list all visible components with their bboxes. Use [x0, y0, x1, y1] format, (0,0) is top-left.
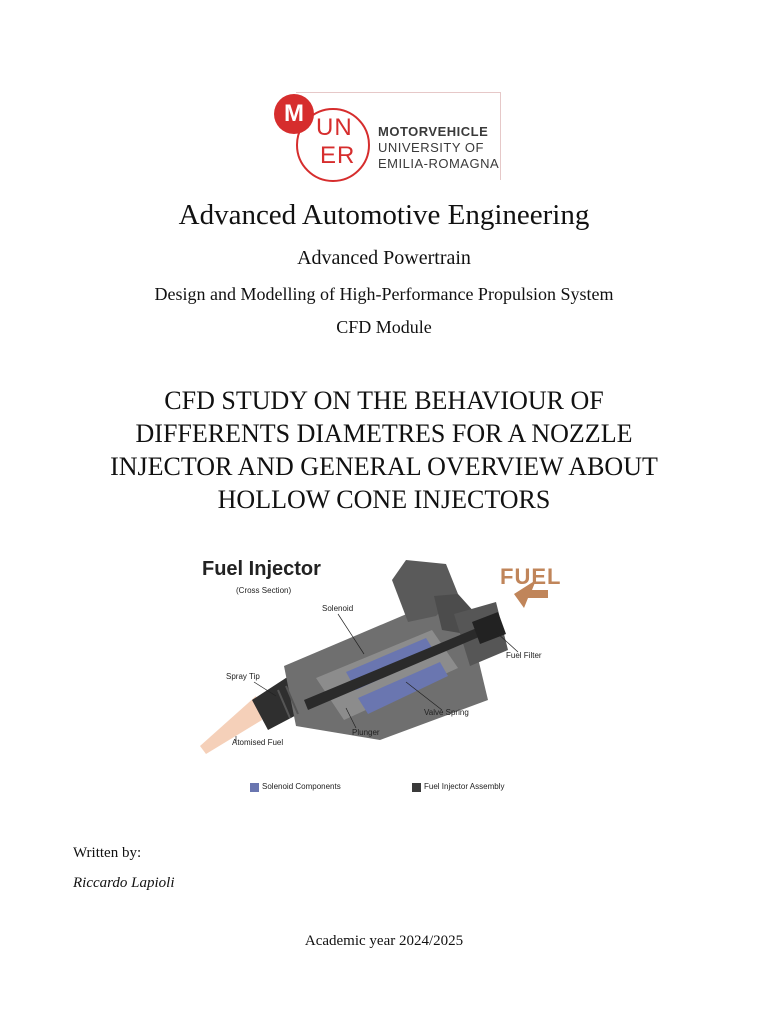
written-by-label: Written by:: [73, 845, 142, 861]
callout-valve-spring: Valve Spring: [424, 708, 469, 717]
course-title: Advanced Automotive Engineering: [178, 199, 590, 231]
logo-frame-top: [296, 92, 501, 93]
logo-ring-bottom-text: ER: [320, 142, 356, 169]
thesis-title: [60, 384, 708, 516]
callout-plunger: Plunger: [352, 728, 380, 737]
callout-fuel-filter: Fuel Filter: [506, 651, 542, 660]
callout-spray-tip: Spray Tip: [226, 672, 260, 681]
module-line: Design and Modelling of High-Performance Propulsion System: [154, 284, 614, 304]
thesis-title-line-4: HOLLOW CONE INJECTORS: [217, 485, 551, 514]
legend-swatch-assembly: [412, 783, 421, 792]
author-name: Riccardo Lapioli: [73, 875, 175, 891]
figure-title: Fuel Injector: [202, 558, 321, 580]
academic-year: Academic year 2024/2025: [304, 933, 464, 949]
logo-line-1: MOTORVEHICLE: [378, 124, 489, 139]
thesis-title-line-1: CFD STUDY ON THE BEHAVIOUR OF: [164, 386, 604, 415]
logo-frame-right: [500, 92, 501, 180]
logo-line-3: EMILIA-ROMAGNA: [378, 156, 500, 171]
logo-badge: M: [274, 94, 314, 134]
legend-swatch-solenoid: [250, 783, 259, 792]
thesis-title-line-2: DIFFERENTS DIAMETRES FOR A NOZZLE: [135, 419, 633, 448]
course-subtitle: Advanced Powertrain: [297, 247, 471, 269]
fuel-label: FUEL: [500, 564, 562, 589]
figure-subtitle: (Cross Section): [236, 586, 292, 595]
callout-atomised-fuel: Atomised Fuel: [232, 738, 284, 747]
university-logo: [268, 86, 504, 182]
module-name: CFD Module: [336, 317, 432, 337]
callout-solenoid: Solenoid: [322, 604, 354, 613]
logo-ring-top-text: UN: [316, 114, 353, 141]
thesis-title-line-3: INJECTOR AND GENERAL OVERVIEW ABOUT: [110, 452, 658, 481]
logo-line-2: UNIVERSITY OF: [378, 140, 484, 155]
legend-fuel-injector-assembly: Fuel Injector Assembly: [424, 782, 505, 791]
legend-solenoid-components: Solenoid Components: [262, 782, 341, 791]
fuel-injector-figure: [196, 550, 576, 808]
